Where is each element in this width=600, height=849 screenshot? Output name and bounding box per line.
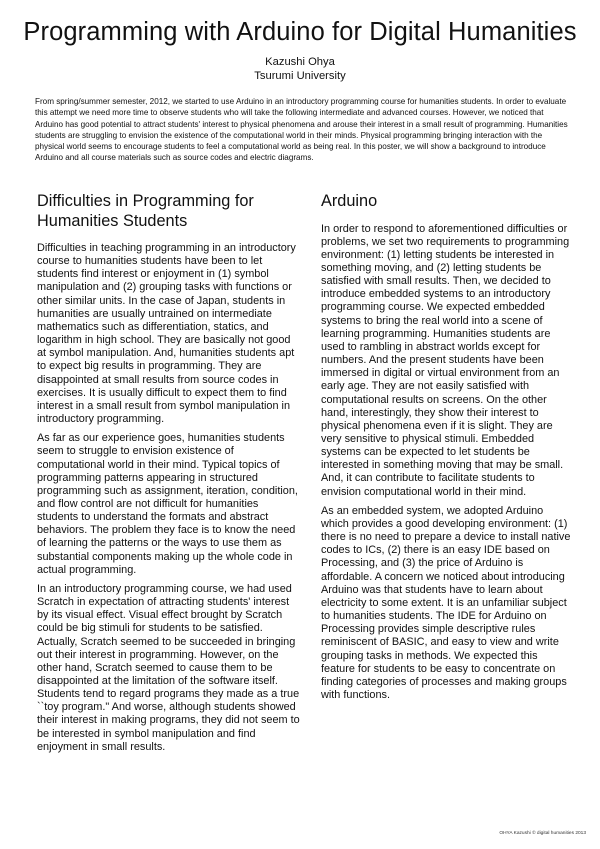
paragraph: In order to respond to aforementioned difficulties or problems, we set two requirements to programming environment: (1) letting students be interested in something moving, and (2) letting students be satisfied with small results. Then, we decided to introduce embedded systems to an introductory programming course. We expected embedded systems to bring the real world into a scene of learning programming. Humanities students are used to rambling in abstract worlds except for numbers. And the present students have been immersed in digital or virtual environment from an early age. They are not easily satisfied with computational results on screens. On the other hand, interestingly, they show their interest to physical phenomena even if it is slight. They are very sensitive to physical stimuli. Embedded systems can be expected to let students be interested in something moving that may be small. And, it can contribute to facilitate students to envision computational world in their mind. bbox=[321, 222, 570, 498]
affiliation: Tsurumi University bbox=[254, 70, 346, 82]
section-heading: Arduino bbox=[321, 192, 378, 210]
arduino-section bbox=[321, 192, 571, 708]
difficulties-section bbox=[37, 192, 302, 760]
paragraph: As far as our experience goes, humanities students seem to struggle to envision existence of computational world in their mind. Typical topics of programming patterns appearing in structured programming such as assignment, iteration, condition, and flow control are not difficult for humanities students to understand the formats and abstract behaviors. The problem they face is to know the need of learning the patterns or the ways to use them as substantial components making up the whole code in actual programming. bbox=[37, 432, 298, 576]
author-name: Kazushi Ohya bbox=[265, 56, 335, 68]
paragraph: Difficulties in teaching programming in an introductory course to humanities students have been to let students find interest or enjoyment in (1) symbol manipulation and (2) grouping tasks with functions or other similar units. In the case of Japan, students in humanities are usually untrained on intermediate mathematics such as differentiation, statics, and logarithm in high school. They are basically not good at symbol manipulation. And, humanities students apt to expect big results in programming. They are disappointed at small results from source codes in exercises. It is usually difficult to expect them to find interest in a small result from symbol manipulation in introductory programming. bbox=[37, 242, 296, 426]
footer-credit: OHYA Kazushi © digital humanities 2013 bbox=[499, 831, 586, 836]
page-title: Programming with Arduino for Digital Humanities bbox=[23, 18, 577, 46]
paragraph: As an embedded system, we adopted Arduino which provides a good developing environment: (1) there is no need to prepare a device to install native codes to ICs, (2) there is an easy IDE based on Processing, and (3) the price of Arduino is affordable. A concern we noticed about introducing Arduino was that students have to learn about electricity to some extent. It is an unfamiliar subject to humanities students. The IDE for Arduino on Processing provides simple descriptive rules reminiscent of BASIC, and easy to view and write grouping tasks in methods. We expected this feature for students to be easy to concentrate on finding categories of processes and making groups with functions. bbox=[321, 504, 571, 701]
abstract: From spring/summer semester, 2012, we started to use Arduino in an introductory programming course for humanities students. In order to evaluate this attempt we need more time to observe students who will take the following intermediate and advanced courses. However, we noticed that Arduino has good potential to attract students' interest to physical phenomena and arouse their interest in a small result of programming. Humanities students are struggling to envision the existence of the computational world in their minds. Physical programming bringing interaction with the physical world seems to encourage students to feel a computational world as being real. In this poster, we will show a background to introduce Arduino and all course materials such as source codes and electric diagrams. bbox=[35, 97, 568, 163]
section-heading: Difficulties in Programming for Humanities Students bbox=[37, 192, 254, 230]
paragraph: In an introductory programming course, we had used Scratch in expectation of attracting students' interest by its visual effect. Visual effect brought by Scratch could be big stimuli for students to be satisfied. Actually, Scratch seemed to be succeeded in bringing out their interest in programming. However, on the other hand, Scratch seemed to cause them to be disappointed at the limitation of the software itself. Students tend to regard programs they made as a true ``toy program." And worse, although students showed their interest in making programs, they did not seem to be interested in symbol manipulation and find enjoyment in small results. bbox=[37, 582, 300, 753]
